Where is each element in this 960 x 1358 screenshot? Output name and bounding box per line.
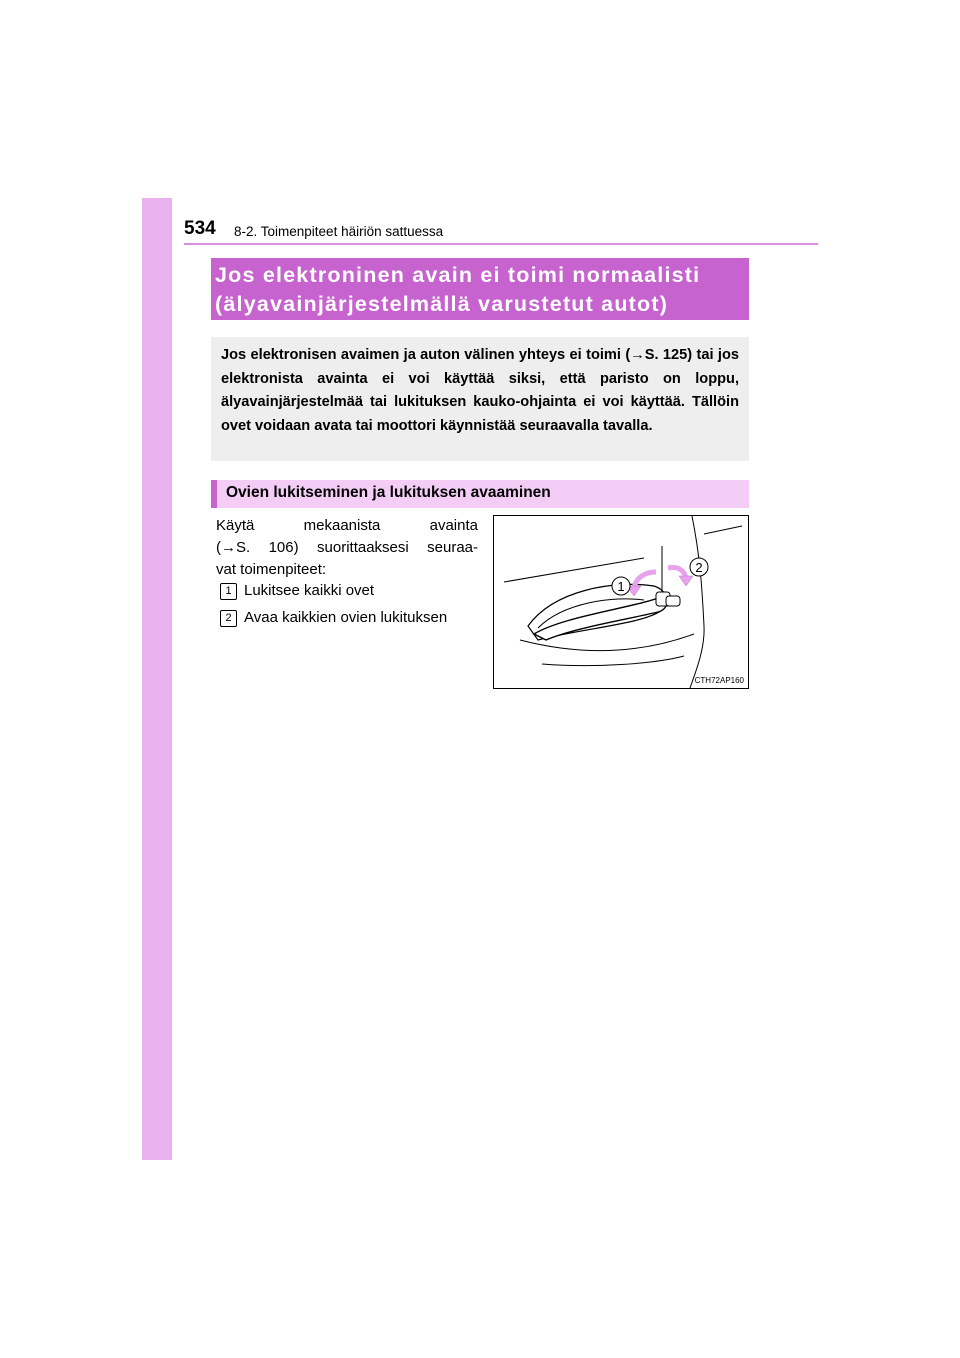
callout-2: 2: [695, 560, 703, 575]
intro-text: Jos elektronisen avaimen ja auton välinen yhteys ei toimi (→S. 125) tai jos elektronista avainta ei voi käyttää siksi, että paristo on loppu, älyavainjärjestelmää tai lukituksen kauko-ohjainta ei voi käyttää. Tällöin ovet voidaan avata tai moottori käynnistää seuraavalla tavalla.: [221, 347, 739, 434]
figure-code: CTH72AP160: [694, 676, 744, 685]
step-item-2: [220, 609, 447, 627]
body-line-3: vat toimenpiteet:: [216, 561, 327, 578]
step-number-2: 2: [220, 610, 237, 627]
subsection-title: Ovien lukitseminen ja lukituksen avaaminen: [226, 484, 551, 501]
step-text-1: Lukitsee kaikki ovet: [244, 582, 375, 599]
page-number: 534: [184, 218, 216, 239]
step-number-1: 1: [220, 583, 237, 600]
door-lock-illustration: [493, 515, 749, 689]
subsection-header: [211, 480, 749, 508]
title-line-2: (älyavainjärjestelmällä varustetut autot): [215, 292, 669, 316]
step-item-1: [220, 582, 374, 600]
section-header: 8-2. Toimenpiteet häiriön sattuessa: [234, 224, 444, 239]
callout-1: 1: [617, 579, 625, 594]
body-line-2: (→S. 106) suorittaaksesi seuraa-: [216, 539, 478, 556]
section-title-box: [211, 258, 749, 320]
door-handle-drawing: [494, 516, 750, 690]
header-rule: [184, 243, 818, 245]
side-tab-band: [142, 198, 172, 1160]
intro-box: [211, 337, 749, 461]
body-line-1: Käytä mekaanista avainta: [216, 517, 478, 534]
step-text-2: Avaa kaikkien ovien lukituksen: [244, 609, 448, 626]
body-paragraph: [216, 515, 478, 581]
title-line-1: Jos elektroninen avain ei toimi normaalisti: [215, 263, 701, 287]
